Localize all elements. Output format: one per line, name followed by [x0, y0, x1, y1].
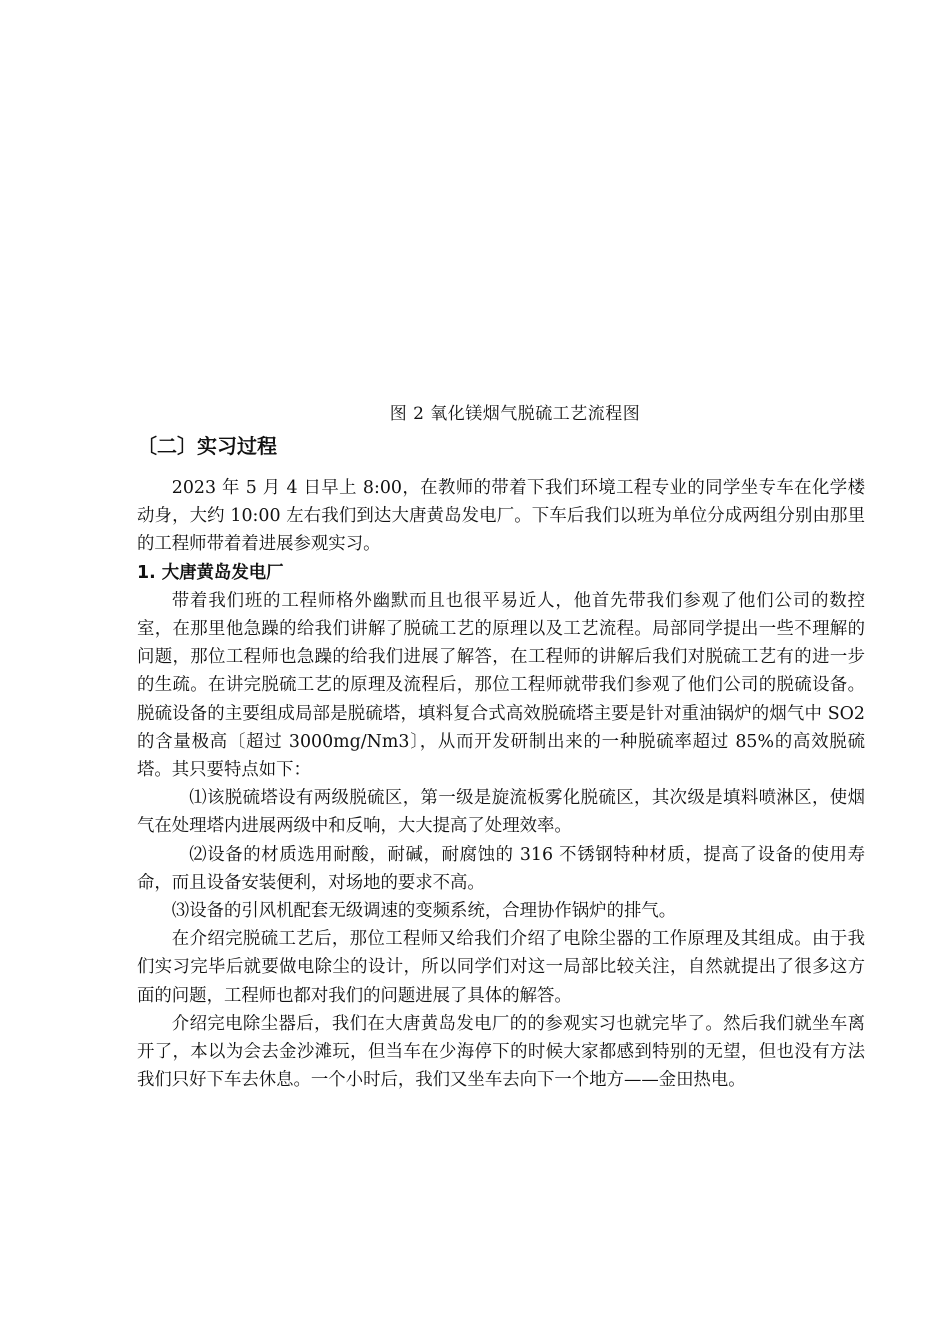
paragraph: 带着我们班的工程师格外幽默而且也很平易近人，他首先带我们参观了他们公司的数控室，在那里他急躁的给我们讲解了脱硫工艺的原理以及工艺流程。局部同学提出一些不理解的问题，那位工程师也急躁的给我们进展了解答，在工程师的讲解后我们对脱硫工艺有的进一步的生疏。在讲完脱硫工艺的原理及流程后，那位工程师就带我们参观了他们公司的脱硫设备。脱硫设备的主要组成局部是脱硫塔，填料复合式高效脱硫塔主要是针对重油锅炉的烟气中 SO2 的含量极高〔超过 3000mg/Nm3〕，从而开发研制出来的一种脱硫率超过 85%的高效脱硫塔。其只要特点如下：: [137, 590, 865, 781]
subsection-heading: 1. 大唐黄岛发电厂: [137, 562, 284, 583]
paragraph: 介绍完电除尘器后，我们在大唐黄岛发电厂的的参观实习也就完毕了。然后我们就坐车离开了，本以为会去金沙滩玩，但当车在少海停下的时候大家都感到特别的无望，但也没有方法我们只好下车去休息。一个小时后，我们又坐车去向下一个地方——金田热电。: [137, 1013, 865, 1091]
intro-paragraph: 2023 年 5 月 4 日早上 8:00，在教师的带着下我们环境工程专业的同学坐专车在化学楼动身，大约 10:00 左右我们到达大唐黄岛发电厂。下车后我们以班为单位分成两组分别由那里的工程师带着着进展参观实习。: [137, 478, 865, 555]
section-heading: 〔二〕实习过程: [137, 434, 277, 458]
feature-item: ⑶设备的引风机配套无级调速的变频系统，合理协作锅炉的排气。: [171, 901, 677, 922]
figure-placeholder: [137, 60, 863, 390]
body-text: [137, 474, 865, 1094]
feature-item: ⑵设备的材质选用耐酸，耐碱，耐腐蚀的 316 不锈钢特种材质，提高了设备的使用寿命，而且设备安装便利，对场地的要求不高。: [137, 844, 865, 893]
figure-caption: 图 2 氧化镁烟气脱硫工艺流程图: [389, 404, 641, 424]
feature-item: ⑴该脱硫塔设有两级脱硫区，第一级是旋流板雾化脱硫区，其次级是填料喷淋区，使烟气在处理塔内进展两级中和反响，大大提高了处理效率。: [137, 788, 865, 837]
paragraph: 在介绍完脱硫工艺后，那位工程师又给我们介绍了电除尘器的工作原理及其组成。由于我们实习完毕后就要做电除尘的设计，所以同学们对这一局部比较关注，自然就提出了很多这方面的问题，工程师也都对我们的问题进展了具体的解答。: [137, 929, 865, 1006]
